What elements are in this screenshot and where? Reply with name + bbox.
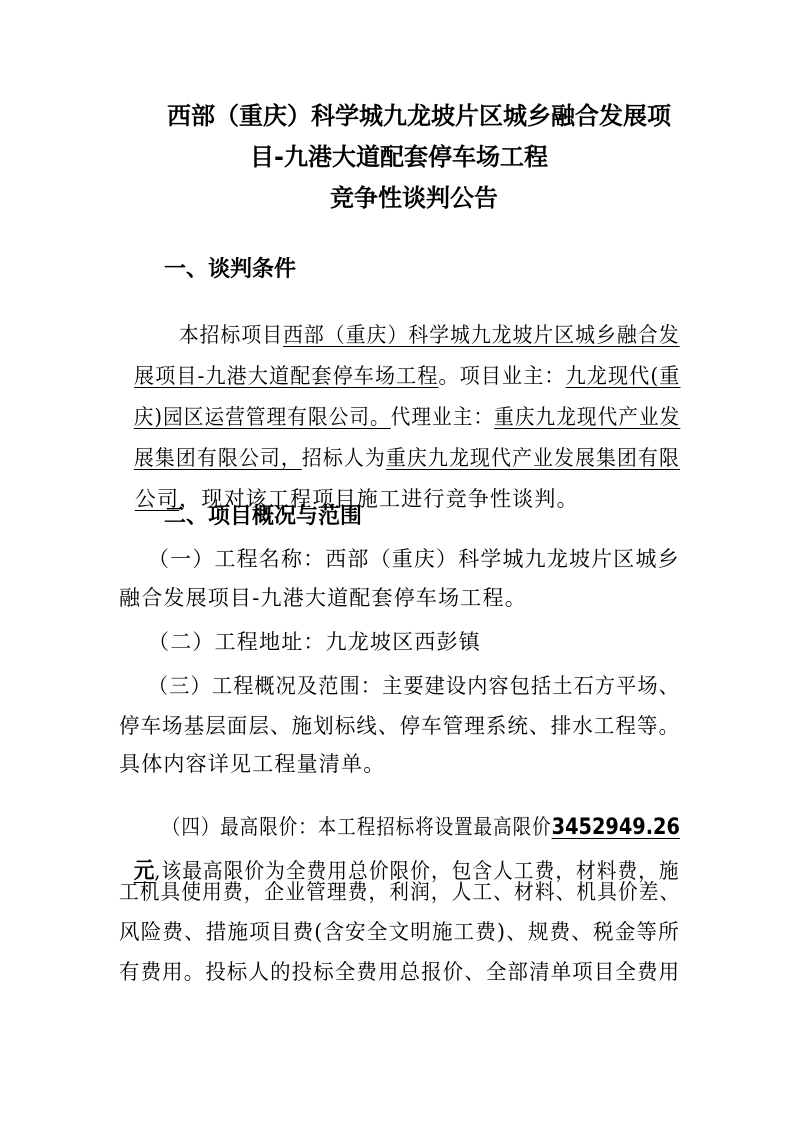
text: 代理业主： <box>390 405 495 429</box>
section-heading-overview: 二、项目概况与范围 <box>164 504 363 529</box>
tenderer-underlined: 重庆九龙现代产业发展集团有限 <box>385 446 680 470</box>
item-project-address: （二）工程地址：九龙坡区西彭镇 <box>148 630 481 654</box>
item-max-price-line-1 <box>148 796 680 839</box>
item-overview-line-2: 停车场基层面层、施划标线、停车管理系统、排水工程等。 <box>119 714 681 738</box>
max-price-value: 3452949.26 <box>551 815 680 840</box>
conditions-line-3 <box>119 386 680 428</box>
agent-underlined: 重庆九龙现代产业发 <box>494 405 681 429</box>
section-heading-conditions: 一、谈判条件 <box>164 257 297 282</box>
conditions-line-2 <box>119 345 680 387</box>
title-line-3: 竞争性谈判公告 <box>330 184 498 212</box>
max-price-unit: 元 <box>133 859 155 884</box>
item-max-price-line-5: 有费用。投标人的投标全费用总报价、全部清单项目全费用 <box>119 960 681 984</box>
item-max-price-line-4: 风险费、措施项目费(含安全文明施工费)、规费、税金等所 <box>119 920 680 944</box>
item-project-name-line-1: （一）工程名称：西部（重庆）科学城九龙坡片区城乡 <box>148 547 680 571</box>
text: 本招标项目 <box>178 323 284 347</box>
text: 。项目业主： <box>438 364 566 388</box>
text: （四）最高限价：本工程招标将设置最高限价 <box>161 815 552 839</box>
project-name-underlined: 展项目-九港大道配套停车场工程 <box>134 364 439 388</box>
item-overview-line-3: 具体内容详见工程量清单。 <box>119 752 386 776</box>
project-name-underlined: 西部（重庆）科学城九龙坡片区城乡融合发 <box>283 323 680 347</box>
owner-underlined: 九龙现代(重 <box>565 364 681 388</box>
agent-underlined: 展集团有限公司， <box>133 446 302 470</box>
item-project-name-line-2: 融合发展项目-九港大道配套停车场工程。 <box>119 586 527 610</box>
conditions-line-4 <box>119 427 680 469</box>
text: ,该最高限价为全费用总价限价，包含人工费，材料费，施 <box>154 859 680 883</box>
conditions-line-1 <box>164 304 680 346</box>
tenderer-underlined: 公司 <box>134 487 180 511</box>
text: ，现对该工程项目施工进行竞争性谈判。 <box>179 487 579 511</box>
owner-underlined: 庆)园区运营管理有限公司。 <box>133 405 391 429</box>
title-line-1: 西部（重庆）科学城九龙坡片区城乡融合发展项 <box>167 102 671 130</box>
text: 招标人为 <box>301 446 386 470</box>
item-max-price-line-2 <box>119 840 680 883</box>
title-line-2: 目-九港大道配套停车场工程 <box>250 143 548 171</box>
item-max-price-line-3: 工机具使用费，企业管理费，利润，人工、材料、机具价差、 <box>119 880 681 904</box>
item-overview-line-1: （三）工程概况及范围：主要建设内容包括土石方平场、 <box>148 674 681 698</box>
